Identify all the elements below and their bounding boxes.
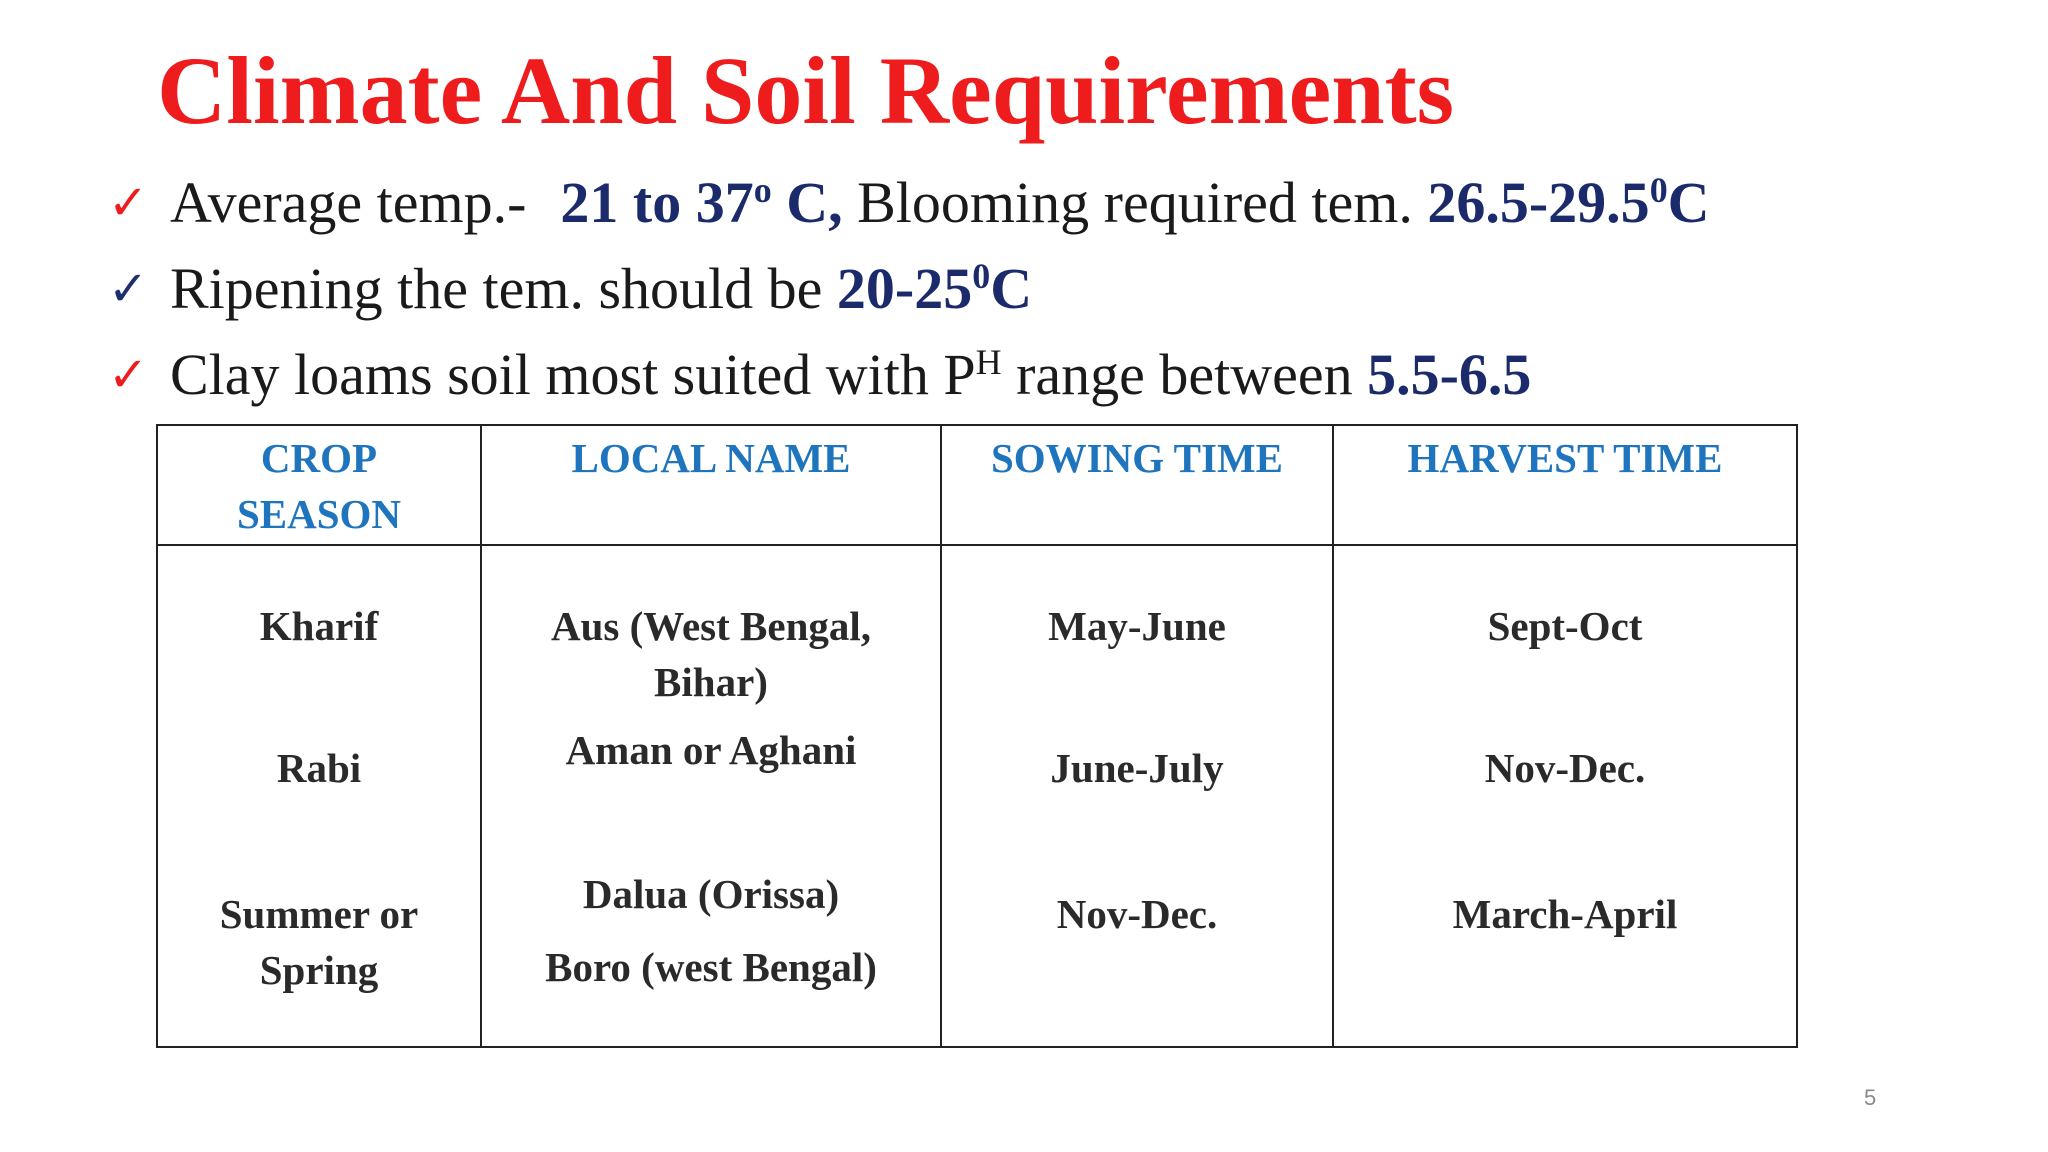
check-mark-icon: ✓ xyxy=(108,175,149,231)
bullet-text: Blooming required tem. xyxy=(842,170,1428,235)
check-mark-icon: ✓ xyxy=(108,347,149,403)
season-spring: Spring xyxy=(259,947,379,993)
slide-title: Climate And Soil Requirements xyxy=(157,37,1454,144)
bullet-text: Average temp.- xyxy=(170,170,527,235)
bullet-text: Ripening the tem. should be xyxy=(170,256,837,321)
season-rabi: Rabi xyxy=(276,745,362,791)
season-kharif: Kharif xyxy=(259,603,379,649)
local-name-boro: Boro (west Bengal) xyxy=(545,944,877,990)
check-mark-icon: ✓ xyxy=(108,261,149,317)
bullet-ripening xyxy=(108,246,1710,332)
bullet-text: range between xyxy=(1001,342,1368,407)
header-sowing-time: SOWING TIME xyxy=(941,425,1333,545)
harvest-rabi: Nov-Dec. xyxy=(1484,745,1646,791)
season-summer: Summer or xyxy=(219,891,419,937)
table-row xyxy=(157,545,1797,1047)
harvest-kharif: Sept-Oct xyxy=(1487,603,1643,649)
table-header-row xyxy=(157,425,1797,545)
sowing-summer: Nov-Dec. xyxy=(1056,891,1218,937)
local-name-dalua: Dalua (Orissa) xyxy=(582,871,840,917)
average-temp-value: 21 to 37$^o$ C, xyxy=(560,170,843,235)
ripening-temp-value: $20-25^0C$ xyxy=(836,256,1033,321)
sowing-rabi: June-July xyxy=(1050,745,1224,791)
blooming-temp-value: 26.5-29.5$^0$C xyxy=(1427,170,1710,235)
local-name-cell xyxy=(481,545,941,1047)
sowing-kharif: May-June xyxy=(1048,603,1226,649)
sowing-time-cell xyxy=(941,545,1333,1047)
harvest-time-cell xyxy=(1333,545,1797,1047)
header-local-name: LOCAL NAME xyxy=(481,425,941,545)
header-harvest-time: HARVEST TIME xyxy=(1333,425,1797,545)
crop-season-cell xyxy=(157,545,481,1047)
bullet-temperature xyxy=(108,160,1710,246)
local-name-aman: Aman or Aghani xyxy=(565,727,857,773)
crop-season-table xyxy=(156,424,1798,1048)
harvest-summer: March-April xyxy=(1452,891,1678,937)
bullet-soil xyxy=(108,332,1710,418)
local-name-aus: Aus (West Bengal, xyxy=(550,603,872,649)
ph-range-value: 5.5-6.5 xyxy=(1367,342,1532,407)
page-number: 5 xyxy=(1864,1085,1877,1110)
header-crop-season: CROP SEASON xyxy=(157,425,481,545)
local-name-aus-cont: Bihar) xyxy=(654,659,768,705)
bullet-text: Clay loams soil most suited with $P^H$ xyxy=(170,342,1002,407)
requirements-list xyxy=(108,160,1710,418)
